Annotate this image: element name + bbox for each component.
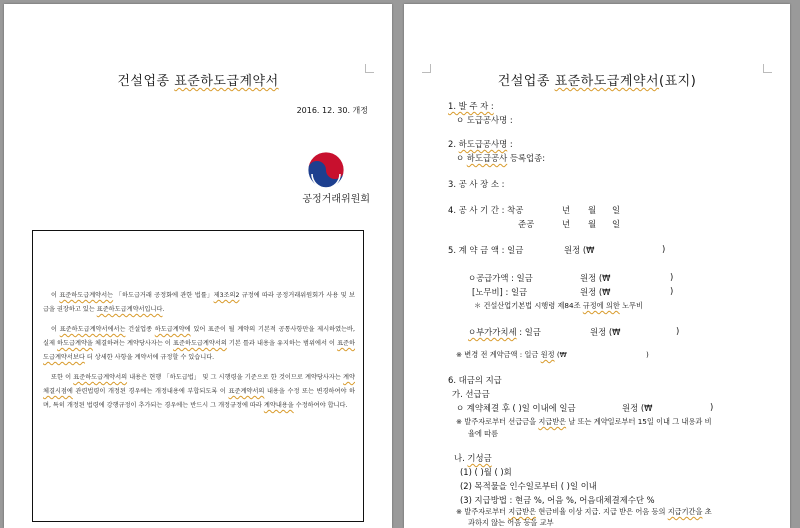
progress-payment-frequency: (1) ( )월 ( )회 [460,467,512,477]
advance-payment-close: ) [710,402,714,412]
contract-title: 건설업종 표준하도급계약서(표지) [497,74,697,89]
payment-method-note-cont: 과하지 않는 어음 등을 교부 [468,518,554,527]
section-site: 3. 공 사 장 소 : [448,179,505,189]
payment-method-note: ※ 발주자로부터 지급받은 현금비율 이상 지급. 지급 받은 어음 등의 지급기간을 초 [456,507,712,516]
end-day: 일 [612,219,621,229]
progress-payment-heading: 나. 기성금 [454,453,492,463]
advance-payment-won: 원정 (₩ [622,403,653,413]
supply-price-won: 원정 (₩ [580,273,611,283]
start-year: 년 [562,205,571,215]
notice-paragraph-1: 이 표준하도급계약서는 「하도급거래 공정화에 관한 법률」제3조의2 규정에 따라 공정거래위원회가 사용 및 보급을 권장하고 있는 표준하도급계약서입니다. [43,292,355,313]
document-title: 건설업종 표준하도급계약서 [117,74,279,89]
section-owner: 1. 발 주 자 : [448,101,494,111]
registered-business-type: ㅇ 하도급공사 등록업종: [456,153,546,163]
agency-name: 공정거래위원회 [302,194,370,205]
previous-amount-close: ) [646,350,649,359]
advance-payment-note: ※ 발주자로부터 선급금을 지급받은 날 또는 계약일로부터 15일 이내 그 내용과 비 [456,417,712,426]
advance-payment-heading: 가. 선급금 [452,389,490,399]
end-year: 년 [562,219,571,229]
labor-cost-won: 원정 (₩ [580,287,611,297]
notice-paragraph-3: 또한 이 표준하도급계약서의 내용은 현행 「하도급법」 및 그 시행령을 기준으로 한 것이므로 계약당사자는 계약체결시점에 관련법령이 개정된 경우에는 개정내용에 부합되도록 이 표준계약서의 내용을 수정 또는 변경하여야 하며, 특히 개정된 법령에 강행규정이 추가되는 경우에는 반드시 그 개정규정에 따라 계약내용을 수정하여야 합니다. [43,374,355,409]
payment-method: (3) 지급방법 : 현금 %, 어음 %, 어음대체결제수단 % [460,495,655,505]
notice-box [32,230,364,522]
section-contract-amount: 5. 계 약 금 액 : 일금 [448,245,524,255]
section-subcontract-name: 2. 하도급공사명 : [448,139,513,149]
vat: ㅇ부가가치세 : 일금 [468,327,541,337]
revision-date: 2016. 12. 30. 개정 [296,106,368,115]
supply-price: ㅇ공급가액 : 일금 [468,273,533,283]
notice-paragraph-2: 이 표준하도급계약서에서는 건설업종 하도급계약에 있어 표준이 될 계약의 기본적 공통사항만을 제시하였는바, 실제 하도급계약을 체결하려는 계약당사자는 이 표준하도급계약서의 기본 틀과 내용을 유지하는 범위에서 이 표준하도급계약서보다 더 상세한 사항을 계약서에 규정할 수 있습니다. [43,326,356,361]
end-month: 월 [588,219,597,229]
supply-price-close: ) [670,272,674,282]
labor-cost-note: ＊ 건설산업기본법 시행령 제84조 규정에 의한 노무비 [474,301,643,310]
section-payment: 6. 대금의 지급 [448,375,502,385]
advance-payment-note-cont: 율에 따름 [468,429,499,438]
labor-cost-close: ) [670,286,674,296]
start-month: 월 [588,205,597,215]
vat-close: ) [676,326,680,336]
contract-amount-won: 원정 (₩ [564,245,595,255]
section-period: 4. 공 사 기 간 : 착공 [448,205,524,215]
start-day: 일 [612,205,621,215]
government-taeguk-logo-icon [306,150,346,190]
progress-payment-deadline: (2) 목적물을 인수일로부터 ( )일 이내 [460,481,597,491]
cover-page [4,4,392,528]
vat-won: 원정 (₩ [590,327,621,337]
contract-amount-close: ) [662,244,666,254]
previous-amount-note: ※ 변경 전 계약금액 : 일금 원정 (₩ [456,350,567,359]
contract-work-name: ㅇ 도급공사명 : [456,115,513,125]
completion-label: 준공 [518,219,535,229]
contract-cover-page [404,4,790,528]
advance-payment-line: ㅇ 계약체결 후 ( )일 이내에 일금 [456,403,576,413]
labor-cost: [노무비] : 일금 [472,287,528,297]
